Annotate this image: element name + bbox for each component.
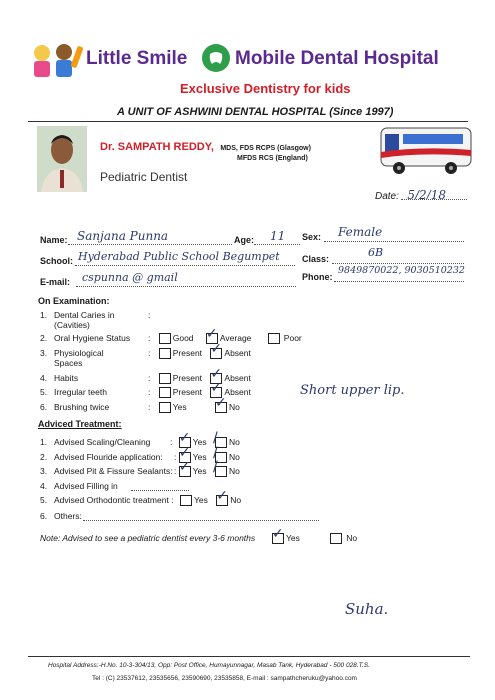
spaces-present-checkbox[interactable] (159, 348, 171, 359)
treatment-item-2: 2. Advised Flouride application: (40, 452, 163, 462)
patient-email[interactable]: cspunna @ gmail (82, 271, 178, 284)
unit-line: A UNIT OF ASHWINI DENTAL HOSPITAL (Since 1997) (117, 106, 394, 118)
filling-line[interactable] (131, 490, 189, 491)
tooth-logo (201, 43, 231, 73)
mobile-bus-image (375, 122, 475, 178)
doctor-role: Pediatric Dentist (100, 170, 188, 184)
habits-present-checkbox[interactable] (159, 373, 171, 384)
sealants-no-checkbox[interactable]: / (215, 466, 227, 477)
sealants-yes-checkbox[interactable]: ✓ (178, 459, 191, 476)
date-value[interactable]: 5/2/18 (407, 188, 446, 202)
brushing-no-checkbox[interactable]: ✓ (214, 395, 227, 412)
handwritten-note[interactable]: Short upper lip. (300, 383, 405, 398)
spaces-absent-checkbox[interactable]: ✓ (210, 341, 223, 358)
irregular-present-checkbox[interactable] (159, 387, 171, 398)
exam-item-1: 1. Dental Caries in (Cavities) (40, 310, 115, 330)
doctor-quals1: MDS, FDS RCPS (Glasgow) (220, 145, 311, 152)
exam-item-3: 3. Physiological Spaces (40, 348, 104, 368)
name-label: Name: (40, 235, 68, 245)
exam-item-2: 2. Oral Hygiene Status (40, 333, 131, 343)
scaling-yes-checkbox[interactable]: ✓ (178, 430, 191, 447)
patient-school[interactable]: Hyderabad Public School Begumpet (78, 250, 280, 263)
class-label: Class: (302, 254, 330, 264)
date-underline (401, 199, 467, 200)
note-no-checkbox[interactable] (330, 533, 342, 544)
sex-label: Sex: (302, 232, 322, 242)
note-text: Note: Advised to see a pediatric dentist every 3-6 months (40, 533, 256, 543)
exam-item-4: 4. Habits (40, 373, 79, 383)
date-label: Date: (375, 191, 399, 202)
treatment-item-4: 4. Advised Filling in (40, 481, 118, 491)
poor-checkbox[interactable] (268, 333, 280, 344)
patient-name[interactable]: Sanjana Punna (77, 229, 169, 243)
exam-heading: On Examination: (38, 296, 110, 306)
flouride-no-checkbox[interactable]: / (215, 452, 227, 463)
treatment-item-1: 1. Advised Scaling/Cleaning (40, 437, 151, 447)
title-part2: Mobile Dental Hospital (235, 48, 439, 69)
habits-absent-checkbox[interactable]: ✓ (210, 366, 223, 383)
phone-label: Phone: (302, 272, 333, 282)
doctor-quals2: MFDS RCS (England) (237, 155, 308, 162)
kids-logo (28, 40, 86, 80)
doctor-name: Dr. SAMPATH REDDY, (100, 141, 214, 153)
doctor-photo (37, 126, 87, 192)
note-yes-checkbox[interactable]: ✓ (272, 526, 284, 543)
footer-contact: Tel : (C) 23537612, 23535656, 23590690, 23535858, E-mail : sampathcheruku@yahoo.com (92, 675, 357, 682)
treatment-heading: Adviced Treatment: (38, 419, 122, 429)
treatment-item-5: 5. Advised Orthodontic treatment : (40, 495, 174, 505)
irregular-absent-checkbox[interactable]: ✓ (210, 380, 223, 397)
patient-phone[interactable]: 9849870022, 9030510232 (338, 265, 465, 276)
footer-rule (28, 656, 470, 657)
ortho-yes-checkbox[interactable] (180, 495, 192, 506)
school-label: School: (40, 256, 73, 266)
title-part1: Little Smile (86, 48, 188, 69)
treatment-item-3: 3. Advised Pit & Fissure Sealants: (40, 466, 173, 476)
subtitle: Exclusive Dentistry for kids (180, 81, 351, 96)
footer-address: Hospital Address:-H.No. 10-3-304/13, Opp: Post Office, Humayunnagar, Masab Tank, Hyderabad - 500 028.T.S. (48, 662, 370, 669)
scaling-no-checkbox[interactable]: / (215, 437, 227, 448)
age-label: Age: (234, 235, 254, 245)
flouride-yes-checkbox[interactable]: ✓ (178, 445, 191, 462)
treatment-item-6: 6. Others: (40, 511, 82, 521)
brushing-yes-checkbox[interactable] (159, 402, 171, 413)
good-checkbox[interactable] (159, 333, 171, 344)
signature: Suha. (345, 600, 389, 618)
ortho-no-checkbox[interactable]: ✓ (216, 488, 228, 505)
average-checkbox[interactable]: ✓ (205, 326, 218, 343)
others-line[interactable] (83, 520, 319, 521)
patient-class[interactable]: 6B (368, 246, 384, 259)
exam-item-5: 5. Irregular teeth (40, 387, 107, 397)
patient-sex[interactable]: Female (338, 225, 383, 239)
patient-age[interactable]: 11 (270, 229, 286, 243)
exam-item-6: 6. Brushing twice (40, 402, 110, 412)
email-label: E-mail: (40, 277, 71, 287)
